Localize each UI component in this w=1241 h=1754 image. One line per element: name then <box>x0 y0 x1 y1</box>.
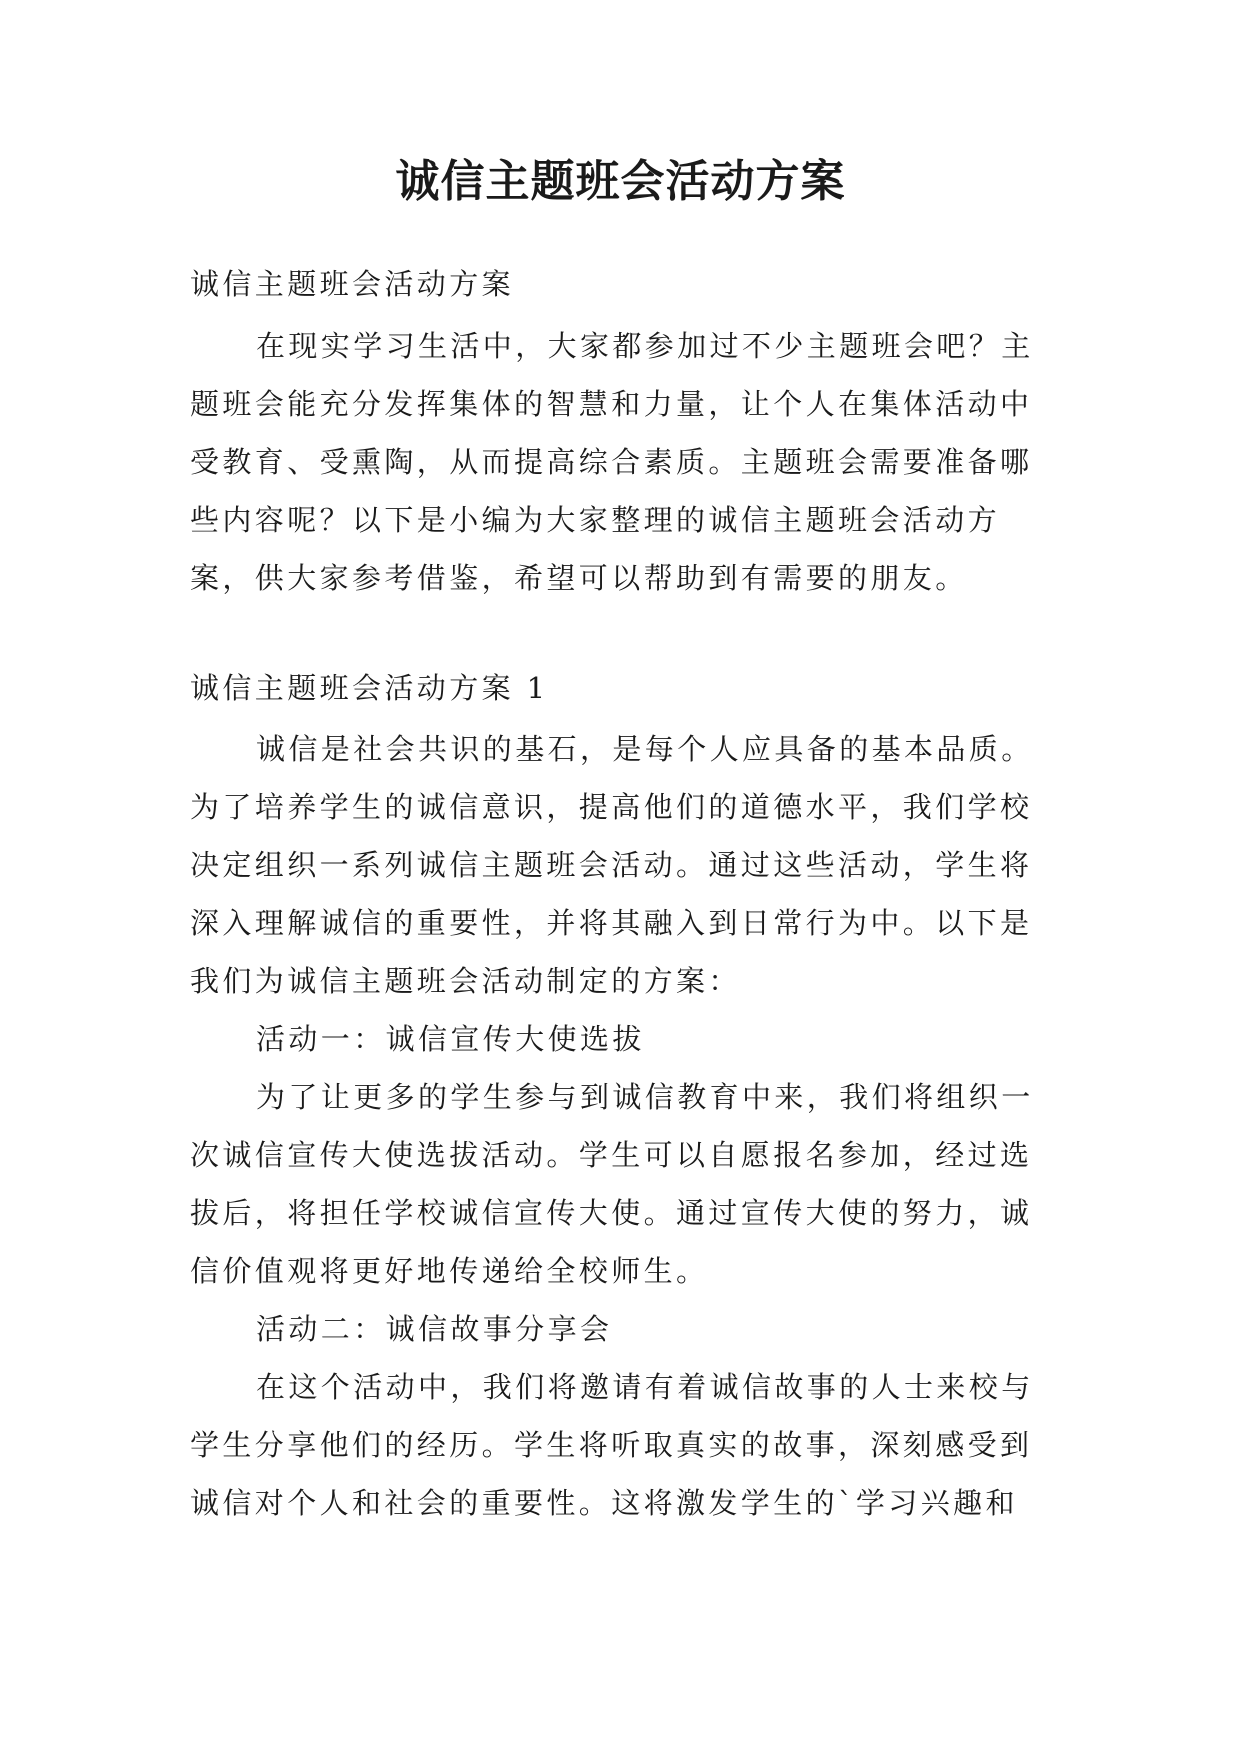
activity-line: 次诚信宣传大使选拔活动。学生可以自愿报名参加，经过选 <box>190 1138 1033 1172</box>
activity-line: 为了让更多的学生参与到诚信教育中来，我们将组织一 <box>256 1080 1034 1114</box>
document-subtitle: 诚信主题班会活动方案 <box>190 267 515 301</box>
activity-line: 学生分享他们的经历。学生将听取真实的故事，深刻感受到 <box>190 1428 1033 1462</box>
section-line: 诚信是社会共识的基石，是每个人应具备的基本品质。 <box>256 732 1034 766</box>
document-title: 诚信主题班会活动方案 <box>395 156 846 207</box>
intro-line: 题班会能充分发挥集体的智慧和力量，让个人在集体活动中 <box>190 387 1033 421</box>
activity-line: 在这个活动中，我们将邀请有着诚信故事的人士来校与 <box>256 1370 1034 1404</box>
activity-heading: 活动二：诚信故事分享会 <box>256 1312 613 1346</box>
section-heading: 诚信主题班会活动方案 1 <box>190 671 549 705</box>
activity-line: 诚信对个人和社会的重要性。这将激发学生的`学习兴趣和 <box>190 1486 1018 1520</box>
section-line: 深入理解诚信的重要性，并将其融入到日常行为中。以下是 <box>190 906 1033 940</box>
activity-heading: 活动一：诚信宣传大使选拔 <box>256 1022 645 1056</box>
intro-line: 些内容呢？以下是小编为大家整理的诚信主题班会活动方 <box>190 503 1001 537</box>
section-line: 决定组织一系列诚信主题班会活动。通过这些活动，学生将 <box>190 848 1033 882</box>
activity-line: 拔后，将担任学校诚信宣传大使。通过宣传大使的努力，诚 <box>190 1196 1033 1230</box>
intro-line: 受教育、受熏陶，从而提高综合素质。主题班会需要准备哪 <box>190 445 1033 479</box>
intro-line: 在现实学习生活中，大家都参加过不少主题班会吧？主 <box>256 329 1034 363</box>
section-line: 我们为诚信主题班会活动制定的方案： <box>190 964 741 998</box>
intro-line: 案，供大家参考借鉴，希望可以帮助到有需要的朋友。 <box>190 561 968 595</box>
activity-line: 信价值观将更好地传递给全校师生。 <box>190 1254 709 1288</box>
section-line: 为了培养学生的诚信意识，提高他们的道德水平，我们学校 <box>190 790 1033 824</box>
